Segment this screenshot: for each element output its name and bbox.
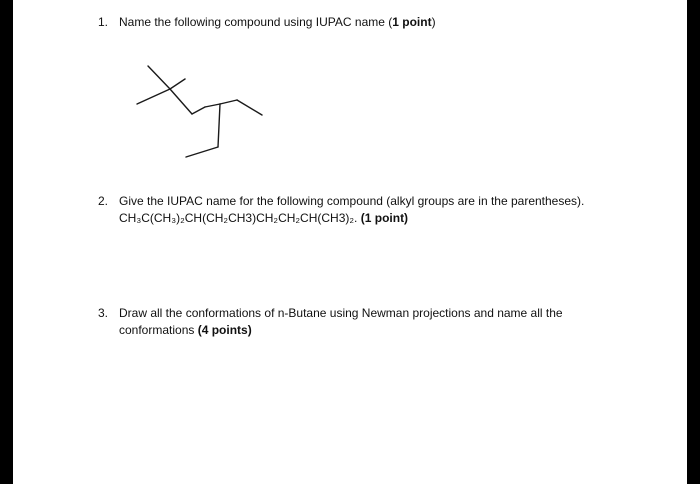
question-2-text: Give the IUPAC name for the following compound (alkyl groups are in the parentheses). bbox=[119, 194, 585, 208]
question-3-body bbox=[119, 305, 563, 339]
bond-methyl-right bbox=[170, 79, 185, 89]
question-1-points: 1 point bbox=[392, 15, 432, 29]
bond-methyl-upper bbox=[148, 66, 170, 89]
question-3-line-1: Draw all the conformations of n-Butane using Newman projections and name all the bbox=[119, 306, 563, 320]
bond-branch-down bbox=[218, 104, 220, 147]
question-2-formula-line bbox=[119, 210, 584, 227]
bond-chain-3 bbox=[220, 100, 237, 104]
bond-chain-4 bbox=[237, 100, 262, 115]
skeletal-structure-drawing bbox=[125, 60, 275, 160]
bond-methyl-left bbox=[137, 89, 170, 104]
question-3-line-2 bbox=[119, 322, 563, 339]
question-2-body bbox=[119, 193, 584, 227]
bond-branch-end bbox=[186, 147, 218, 157]
question-3-line-2-text: conformations bbox=[119, 323, 198, 337]
question-2-points: (1 point) bbox=[360, 211, 409, 225]
question-1-prompt: Name the following compound using IUPAC name ( bbox=[119, 15, 393, 29]
question-2-number: 2. bbox=[98, 194, 109, 208]
document-page bbox=[13, 0, 687, 484]
question-3-number: 3. bbox=[98, 306, 109, 320]
question-1-number: 1. bbox=[98, 15, 109, 29]
bond-quaternary-down bbox=[170, 89, 192, 114]
question-1-text bbox=[119, 14, 436, 31]
bond-chain-2 bbox=[205, 104, 220, 107]
question-3-points: (4 points) bbox=[197, 323, 252, 337]
question-2-formula: CH₃C(CH₃)₂CH(CH₂CH3)CH₂CH₂CH(CH3)₂. bbox=[119, 211, 358, 225]
question-1-close: ) bbox=[431, 15, 436, 29]
bond-chain-1 bbox=[192, 107, 205, 114]
